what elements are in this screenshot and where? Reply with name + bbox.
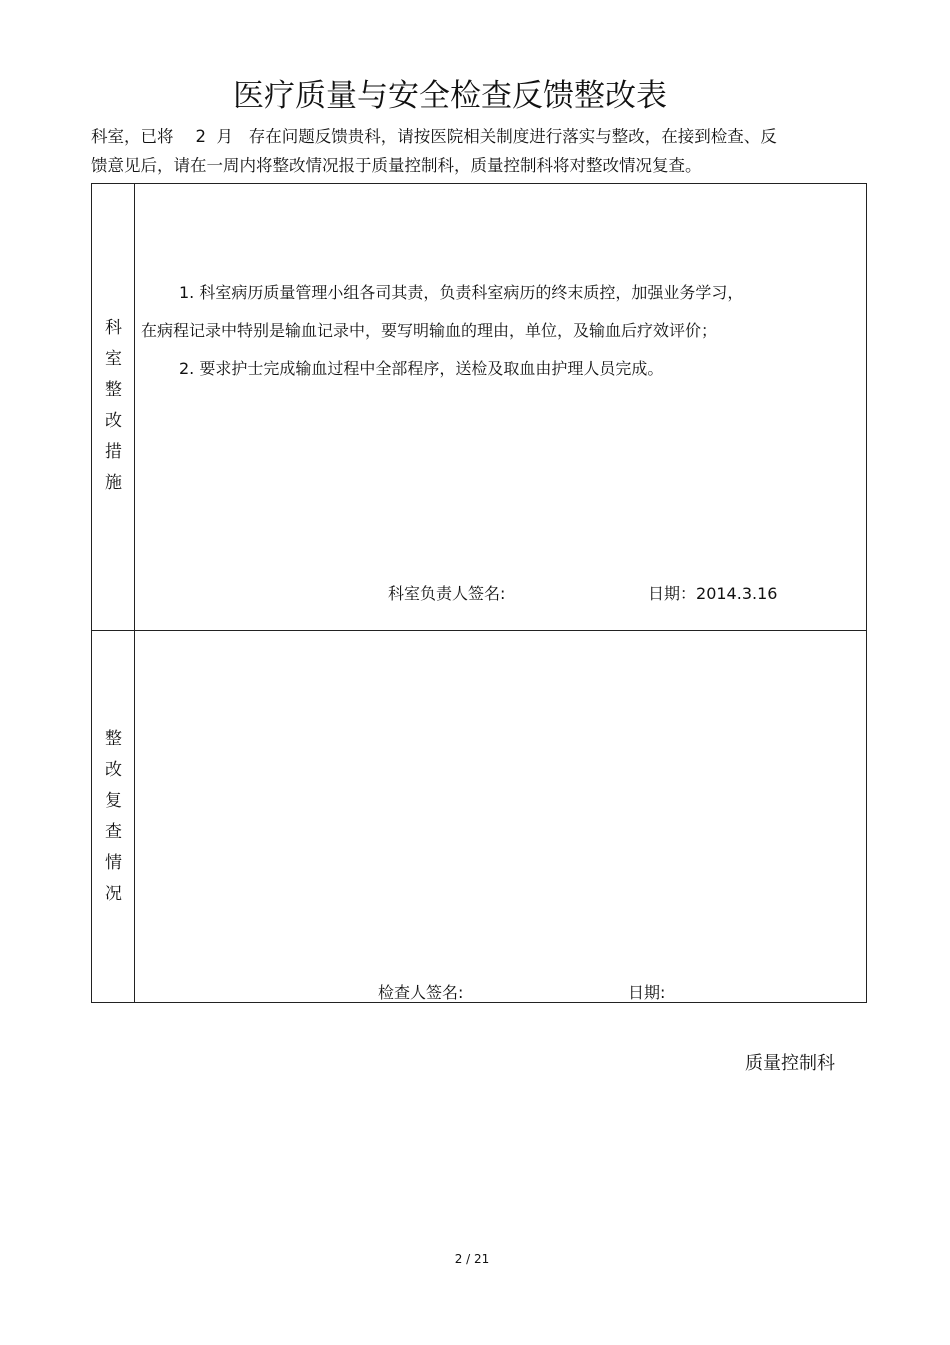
- review-date-label: 日期:: [628, 983, 666, 1002]
- intro-month-label: 月: [216, 127, 233, 146]
- page-number: 2 / 21: [454, 1252, 490, 1266]
- label-char: 情: [105, 853, 122, 873]
- intro-text-a: 科室，已将: [91, 127, 174, 146]
- inspector-signature-label: 检查人签名:: [378, 983, 464, 1002]
- label-char: 改: [105, 760, 122, 780]
- label-char: 整: [105, 380, 122, 400]
- label-char: 措: [105, 442, 122, 462]
- label-char: 科: [105, 318, 122, 338]
- rectification-measures-content: [135, 184, 866, 630]
- review-status-content: [135, 631, 866, 1002]
- measures-text: [141, 274, 743, 388]
- department-head-signature-label: 科室负责人签名:: [388, 584, 506, 603]
- intro-text-b: 存在问题反馈贵科，请按医院相关制度进行落实与整改，在接到检查、反: [248, 127, 777, 146]
- measure-1-line-2: 在病程记录中特别是输血记录中，要写明输血的理由，单位，及输血后疗效评价；: [141, 321, 718, 340]
- measures-date: [648, 581, 777, 604]
- document-title: 医疗质量与安全检查反馈整改表: [233, 78, 667, 114]
- label-char: 改: [105, 411, 122, 431]
- rectification-measures-label: [92, 313, 135, 499]
- intro-month-number: 2: [195, 127, 206, 146]
- label-char: 施: [105, 473, 122, 493]
- label-char: 复: [105, 791, 122, 811]
- label-char: 室: [105, 349, 122, 369]
- label-char: 查: [105, 822, 122, 842]
- feedback-form-table: [91, 183, 867, 1003]
- review-status-row: [92, 631, 866, 1002]
- measures-date-value: 2014.3.16: [696, 584, 778, 603]
- label-char: 整: [105, 729, 122, 749]
- intro-line-1: [91, 122, 851, 151]
- issuing-department: 质量控制科: [745, 1053, 835, 1074]
- intro-line-2: 馈意见后，请在一周内将整改情况报于质量控制科，质量控制科将对整改情况复查。: [91, 156, 702, 175]
- rectification-measures-row: [92, 184, 866, 631]
- measure-2: 2. 要求护士完成输血过程中全部程序，送检及取血由护理人员完成。: [179, 359, 664, 378]
- rectification-measures-label-cell: [92, 184, 135, 630]
- review-status-label-cell: [92, 631, 135, 1002]
- measure-1-line-1: 1. 科室病历质量管理小组各司其责，负责科室病历的终末质控，加强业务学习，: [179, 283, 744, 302]
- label-char: 况: [105, 884, 122, 904]
- measures-date-label: 日期：: [648, 584, 697, 603]
- review-status-label: [92, 724, 135, 910]
- intro-paragraph: [91, 122, 851, 180]
